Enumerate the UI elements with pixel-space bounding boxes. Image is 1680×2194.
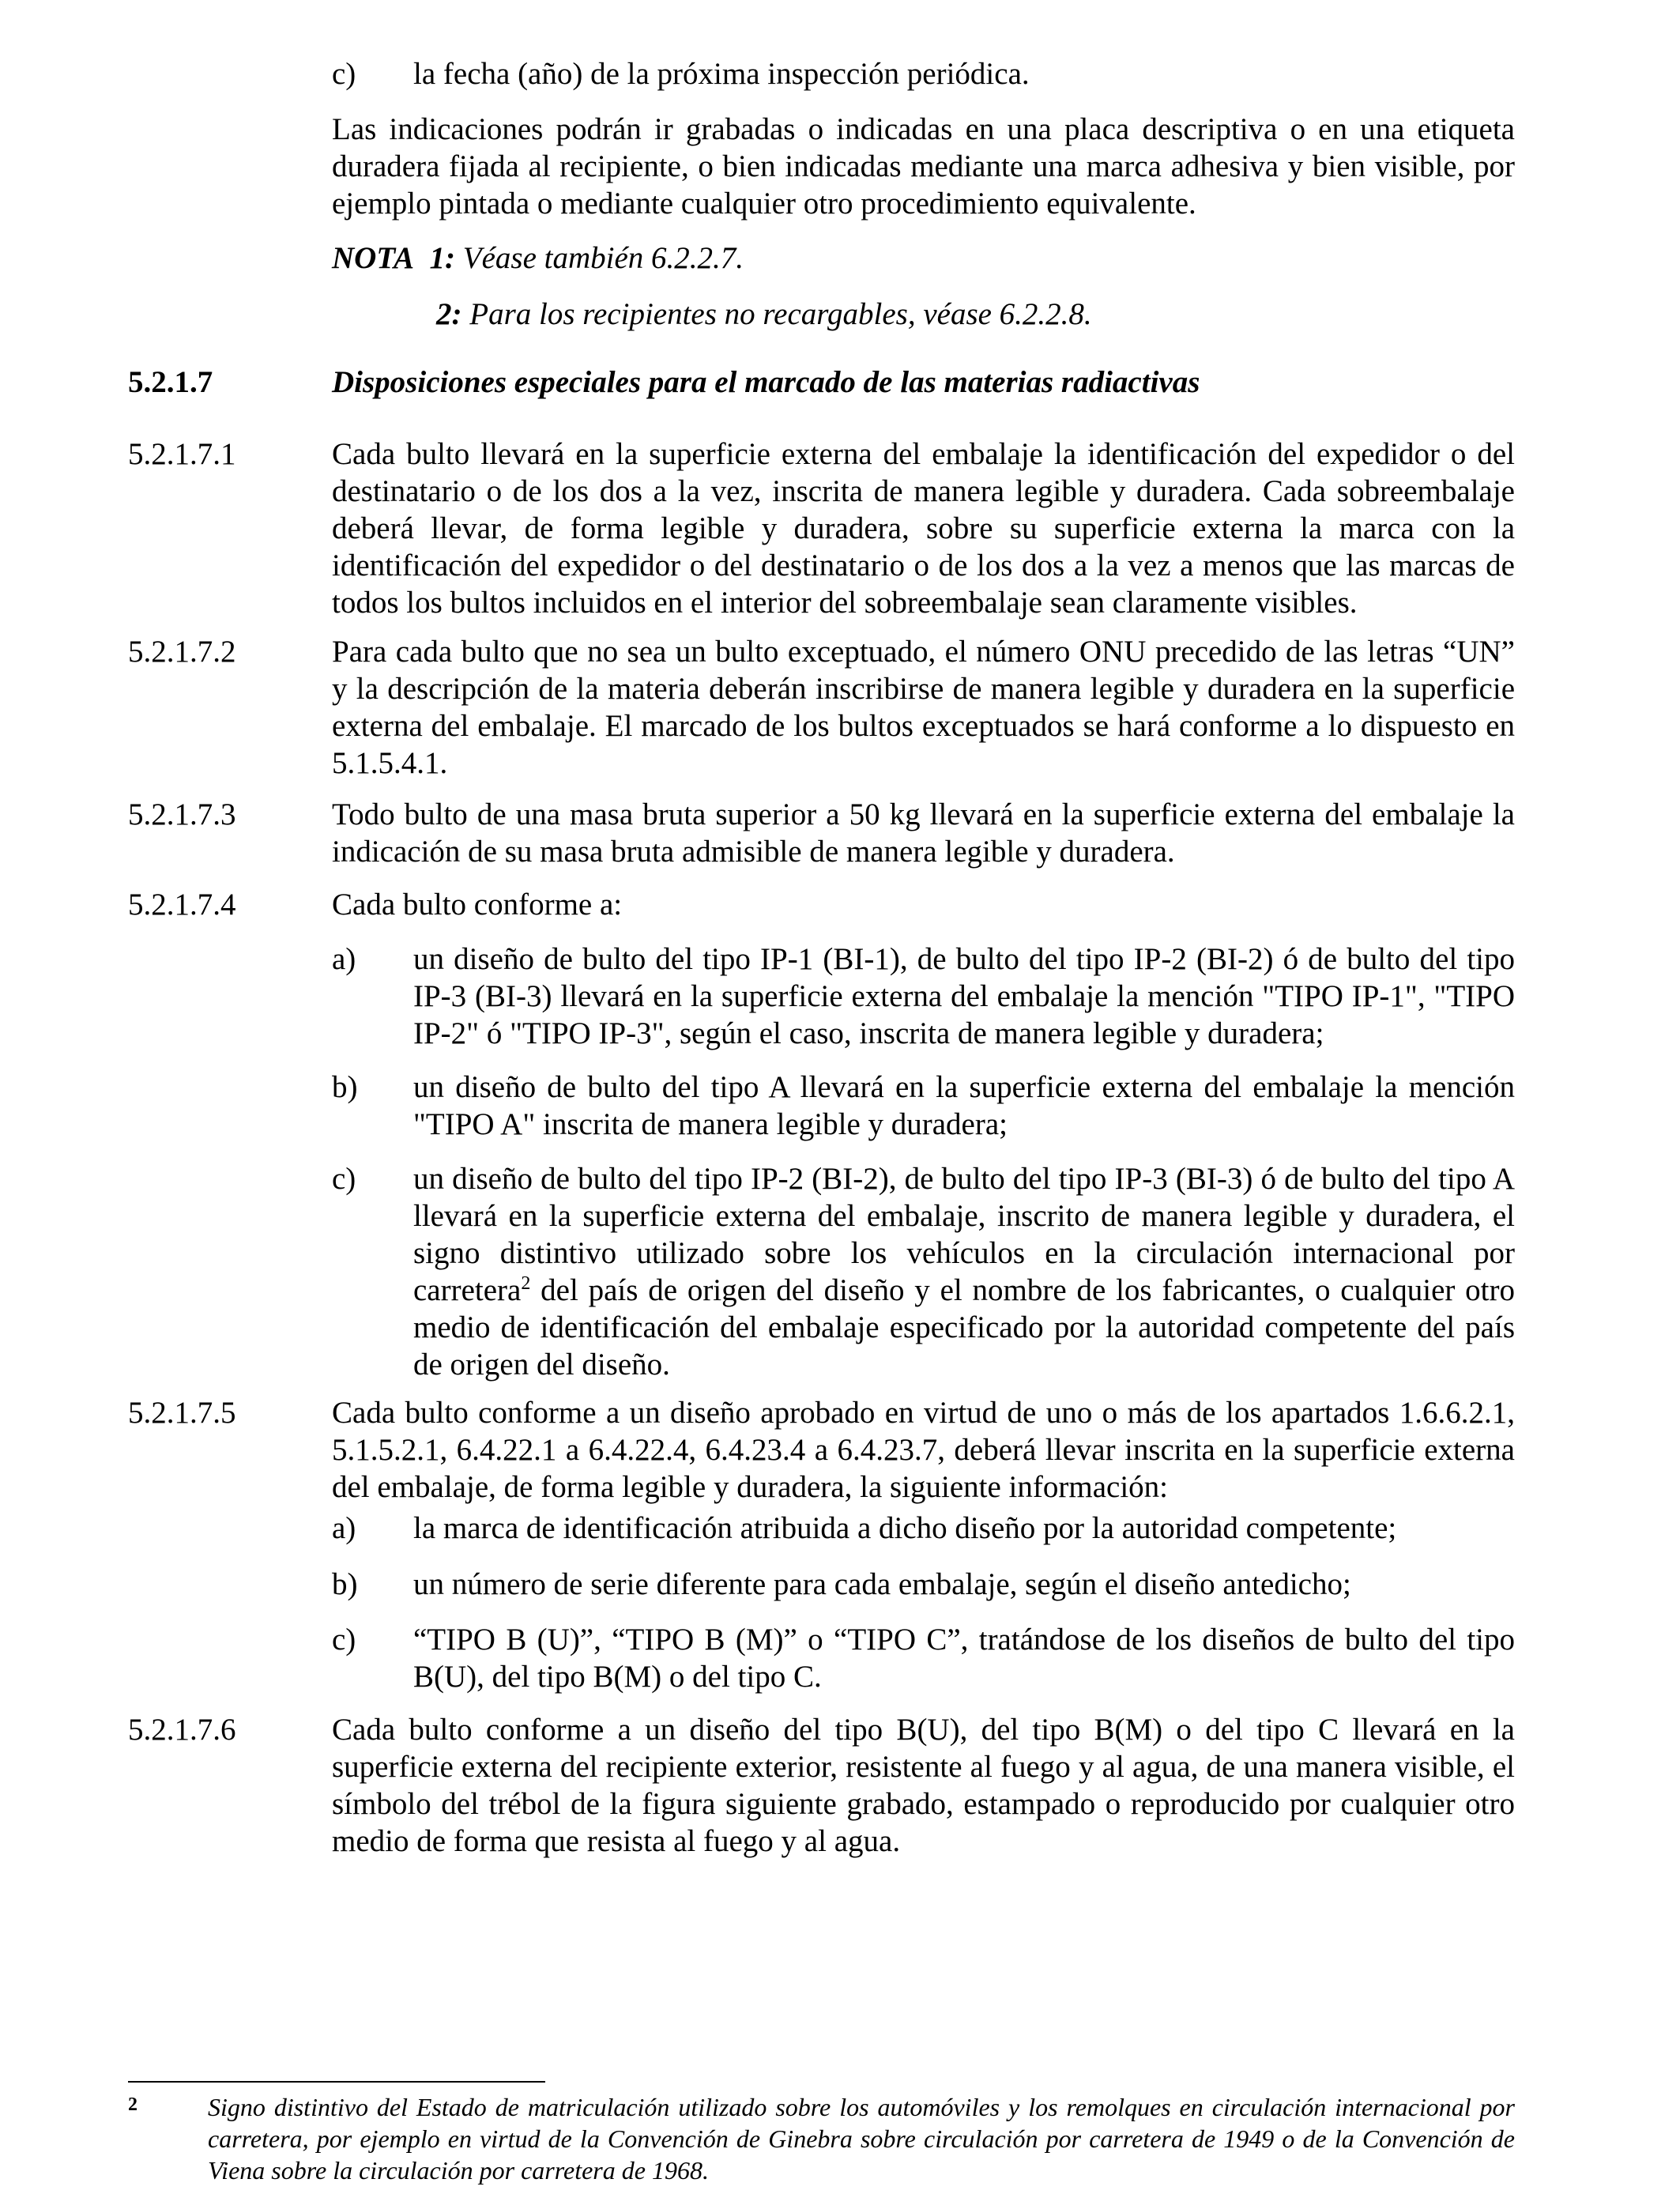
footnote-ref: 2	[521, 1273, 531, 1294]
paragraph: Cada bulto conforme a un diseño del tipo B(U), del tipo B(M) o del tipo C llevará en la superficie externa del recipiente exterior, resistente al fuego y al agua, de una manera visible, el símbolo del trébol de la figura siguiente grabado, estampado o reproducido por cualquier otro medio de forma que resista al fuego y al agua.	[332, 1713, 1515, 1858]
list-item-text	[413, 1160, 1515, 1383]
paragraph: Cada bulto llevará en la superficie externa del embalaje la identificación del expedidor o del destinatario o de los dos a la vez, inscrita de manera legible y duradera. Cada sobreembalaje deberá llevar, de forma legible y duradera, sobre su superficie externa la marca con la identificación del expedidor o del destinatario o de los dos a la vez a menos que las marcas de todos los bultos incluidos en el interior del sobreembalaje sean claramente visibles.	[332, 437, 1515, 620]
list-item-text: “TIPO B (U)”, “TIPO B (M)” o “TIPO C”, tratándose de los diseños de bulto del tipo B(U), del tipo B(M) o del tipo C.	[413, 1623, 1515, 1694]
paragraph-number: 5.2.1.7.2	[128, 635, 236, 669]
footnote-separator	[128, 2081, 545, 2083]
paragraph-number: 5.2.1.7.6	[128, 1713, 236, 1747]
text-run: del país de origen del diseño y el nombre de los fabricantes, o cualquier otro medio de identificación del embalaje especificado por la autoridad competente del país de origen del diseño.	[413, 1273, 1515, 1382]
list-label: c)	[332, 57, 356, 91]
nota-2	[436, 296, 1092, 333]
list-label: c)	[332, 1623, 356, 1657]
section-title: Disposiciones especiales para el marcado de las materias radiactivas	[332, 365, 1200, 399]
footnote-text: Signo distintivo del Estado de matriculación utilizado sobre los automóviles y los remolques en circulación internacional por carretera, por ejemplo en virtud de la Convención de Ginebra sobre circulación por carretera de 1949 o de la Convención de Viena sobre la circulación por carretera de 1968.	[208, 2093, 1515, 2185]
footnote-mark: 2	[128, 2094, 137, 2115]
paragraph-number: 5.2.1.7.5	[128, 1396, 236, 1430]
nota-1	[332, 239, 744, 277]
paragraph-number: 5.2.1.7.1	[128, 437, 236, 471]
paragraph: Cada bulto conforme a:	[332, 888, 623, 922]
list-item-text: la fecha (año) de la próxima inspección periódica.	[413, 57, 1030, 91]
section-number: 5.2.1.7	[128, 365, 213, 399]
list-item-text: la marca de identificación atribuida a dicho diseño por la autoridad competente;	[413, 1511, 1397, 1545]
list-item-text: un diseño de bulto del tipo IP-1 (BI-1), de bulto del tipo IP-2 (BI-2) ó de bulto del tipo IP-3 (BI-3) llevará en la superficie externa del embalaje la mención "TIPO IP-1", "TIPO IP-2" ó "TIPO IP-3", según el caso, inscrita de manera legible y duradera;	[413, 942, 1515, 1050]
nota-text: Para los recipientes no recargables, véase 6.2.2.8.	[469, 297, 1092, 331]
list-item-text: un número de serie diferente para cada embalaje, según el diseño antedicho;	[413, 1567, 1351, 1601]
paragraph: Para cada bulto que no sea un bulto exceptuado, el número ONU precedido de las letras “UN” y la descripción de la materia deberán inscribirse de manera legible y duradera en la superficie externa del embalaje. El marcado de los bultos exceptuados se hará conforme a lo dispuesto en 5.1.5.4.1.	[332, 635, 1515, 780]
nota-label: NOTA	[332, 241, 415, 275]
paragraph-number: 5.2.1.7.3	[128, 797, 236, 831]
nota-number: 1:	[429, 241, 456, 275]
paragraph: Cada bulto conforme a un diseño aprobado en virtud de uno o más de los apartados 1.6.6.2.1, 5.1.5.2.1, 6.4.22.1 a 6.4.22.4, 6.4.23.4 a 6.4.23.7, deberá llevar inscrita en la superficie externa del embalaje, de forma legible y duradera, la siguiente información:	[332, 1396, 1515, 1504]
nota-number: 2:	[436, 297, 462, 331]
list-label: b)	[332, 1567, 358, 1601]
list-item-text: un diseño de bulto del tipo A llevará en la superficie externa del embalaje la mención "TIPO A" inscrita de manera legible y duradera;	[413, 1070, 1515, 1141]
nota-text: Véase también 6.2.2.7.	[462, 241, 744, 275]
paragraph-number: 5.2.1.7.4	[128, 888, 236, 922]
list-label: c)	[332, 1162, 356, 1196]
paragraph: Todo bulto de una masa bruta superior a 50 kg llevará en la superficie externa del embalaje la indicación de su masa bruta admisible de manera legible y duradera.	[332, 797, 1515, 869]
list-label: b)	[332, 1070, 358, 1104]
paragraph: Las indicaciones podrán ir grabadas o indicadas en una placa descriptiva o en una etiqueta duradera fijada al recipiente, o bien indicadas mediante una marca adhesiva y bien visible, por ejemplo pintada o mediante cualquier otro procedimiento equivalente.	[332, 112, 1515, 221]
list-label: a)	[332, 1511, 356, 1545]
list-label: a)	[332, 942, 356, 976]
text-run: un diseño de bulto del tipo IP-2 (BI-2), de bulto del tipo IP-3 (BI-3) ó de bulto del tipo A llevará en la superficie externa del embalaje, inscrito de manera legible y duradera, el signo distintivo utilizado sobre los vehículos en la circulación internacional por carretera	[413, 1162, 1515, 1307]
